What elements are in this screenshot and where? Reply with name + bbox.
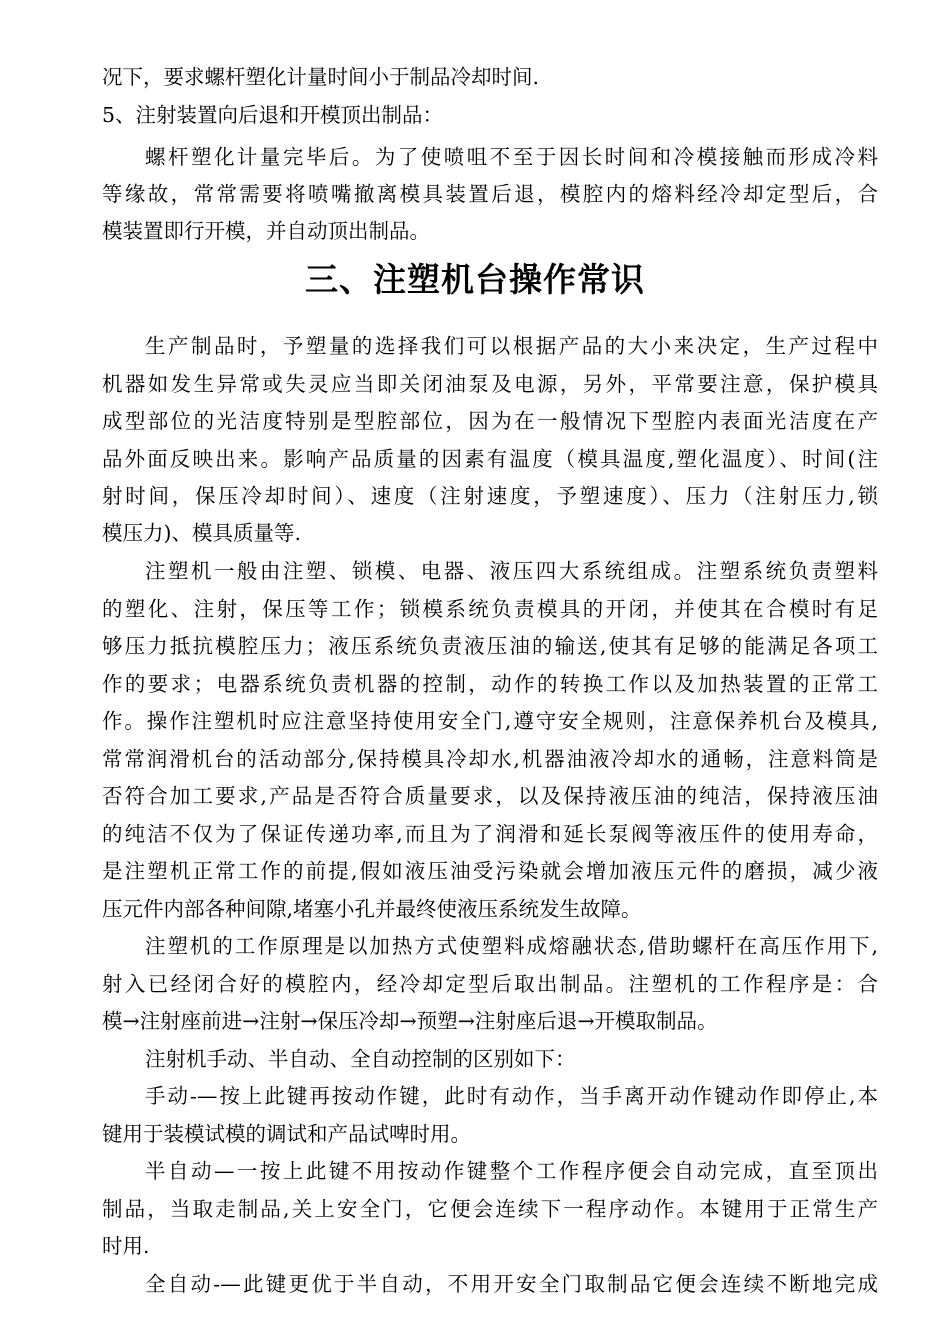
paragraph-line: 模→注射座前进→注射→保压冷却→预塑→注射座后退→开模取制品。 xyxy=(102,1009,718,1033)
paragraph-line: 生产制品时，予塑量的选择我们可以根据产品的大小来决定，生产过程中 xyxy=(145,334,878,358)
paragraph-line: 品外面反映出来。影响产品质量的因素有温度（模具温度,塑化温度）、时间(注 xyxy=(102,447,878,471)
paragraph-line: 成型部位的光洁度特别是型腔部位，因为在一般情况下型腔内表面光洁度在产 xyxy=(102,409,878,433)
paragraph-line: 制品，当取走制品,关上安全门，它便会连续下一程序动作。本键用于正常生产 xyxy=(102,1197,878,1221)
paragraph-line: 作。操作注塑机时应注意坚持使用安全门,遵守安全规则，注意保养机台及模具, xyxy=(102,709,878,733)
text-line: 等缘故，常常需要将喷嘴撤离模具装置后退，模腔内的熔料经冷却定型后，合 xyxy=(102,182,878,206)
text-line: 模装置即行开模，并自动顶出制品。 xyxy=(102,219,430,243)
paragraph-line: 射入已经闭合好的模腔内，经冷却定型后取出制品。注塑机的工作程序是：合 xyxy=(102,972,878,996)
paragraph-line: 是注塑机正常工作的前提,假如液压油受污染就会增加液压元件的磨损，减少液 xyxy=(102,859,878,883)
text-line: 螺杆塑化计量完毕后。为了使喷咀不至于因长时间和冷模接触而形成冷料 xyxy=(145,145,878,169)
paragraph-line: 的塑化、注射，保压等工作；锁模系统负责模具的开闭，并使其在合模时有足 xyxy=(102,597,878,621)
text-line: 5、注射装置向后退和开模顶出制品： xyxy=(102,103,444,127)
paragraph-line: 键用于装模试模的调试和产品试啤时用。 xyxy=(102,1122,471,1146)
paragraph-line: 模压力)、模具质量等. xyxy=(102,521,302,545)
paragraph-line: 手动-—按上此键再按动作键，此时有动作，当手离开动作键动作即停止,本 xyxy=(145,1084,878,1108)
paragraph-line: 射时间，保压冷却时间）、速度（注射速度，予塑速度）、压力（注射压力,锁 xyxy=(102,484,878,508)
paragraph-line: 否符合加工要求,产品是否符合质量要求，以及保持液压油的纯洁，保持液压油 xyxy=(102,784,878,808)
section-heading: 三、注塑机台操作常识 xyxy=(305,260,645,299)
text-line: 况下，要求螺杆塑化计量时间小于制品冷却时间. xyxy=(102,65,540,89)
paragraph-line: 半自动—一按上此键不用按动作键整个工作程序便会自动完成，直至顶出 xyxy=(145,1159,878,1183)
paragraph-line: 全自动-—此键更优于半自动，不用开安全门取制品它便会连续不断地完成 xyxy=(145,1272,878,1296)
paragraph-line: 常常润滑机台的活动部分,保持模具冷却水,机器油液冷却水的通畅，注意料筒是 xyxy=(102,747,878,771)
paragraph-line: 机器如发生异常或失灵应当即关闭油泵及电源，另外，平常要注意，保护模具 xyxy=(102,372,878,396)
paragraph-line: 压元件内部各种间隙,堵塞小孔并最终使液压系统发生故障。 xyxy=(102,897,642,921)
paragraph-line: 作的要求；电器系统负责机器的控制，动作的转换工作以及加热装置的正常工 xyxy=(102,672,878,696)
paragraph-line: 够压力抵抗模腔压力；液压系统负责液压油的输送,使其有足够的能满足各项工 xyxy=(102,634,878,658)
paragraph-line: 时用. xyxy=(102,1234,150,1258)
paragraph-line: 的纯洁不仅为了保证传递功率,而且为了润滑和延长泵阀等液压件的使用寿命， xyxy=(102,822,878,846)
paragraph-line: 注塑机一般由注塑、锁模、电器、液压四大系统组成。注塑系统负责塑料 xyxy=(145,559,878,583)
paragraph-line: 注塑机的工作原理是以加热方式使塑料成熔融状态,借助螺杆在高压作用下, xyxy=(145,934,878,958)
paragraph-line: 注射机手动、半自动、全自动控制的区别如下： xyxy=(145,1047,576,1071)
